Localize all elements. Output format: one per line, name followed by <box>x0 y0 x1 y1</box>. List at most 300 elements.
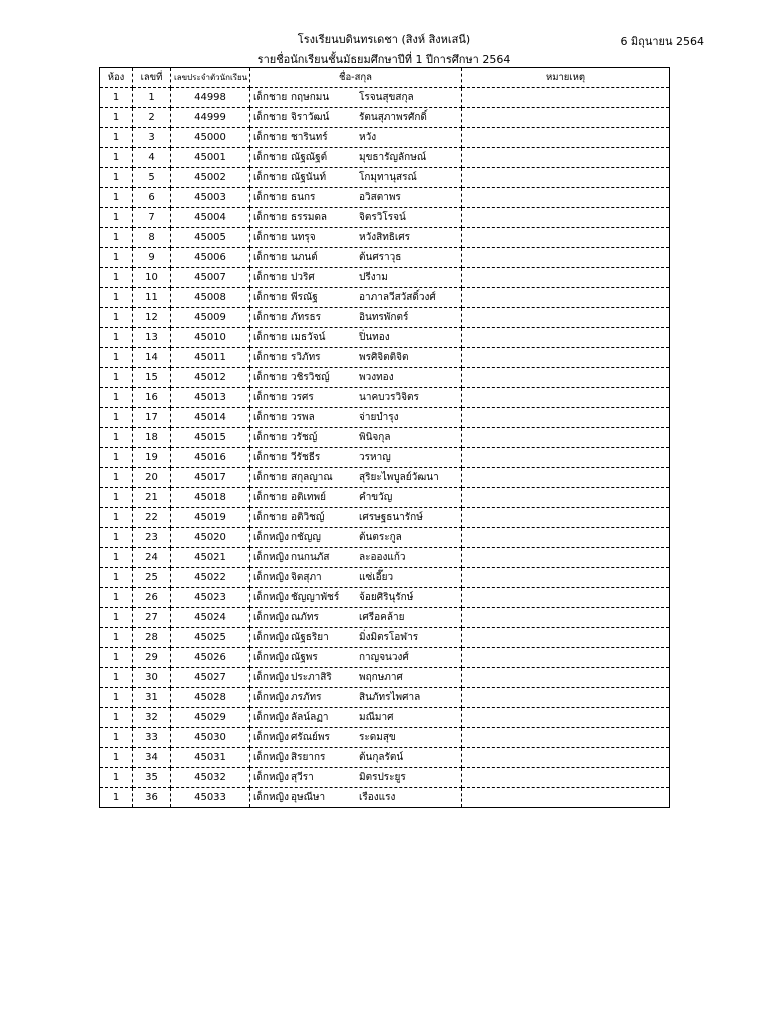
remarks-cell <box>462 548 670 568</box>
room-cell: 1 <box>100 548 133 568</box>
last-name: เศรีอคล้าย <box>359 612 405 623</box>
room-cell: 1 <box>100 408 133 428</box>
table-row <box>100 328 670 348</box>
room-cell: 1 <box>100 388 133 408</box>
name-prefix: เด็กชาย <box>253 252 288 263</box>
name-cell <box>250 88 462 108</box>
table-row <box>100 648 670 668</box>
last-name: ปรีงาม <box>359 272 388 283</box>
name-cell <box>250 408 462 428</box>
student-id-cell: 45005 <box>171 228 250 248</box>
first-name: วชิรวิชญ์ <box>291 372 330 383</box>
name-cell <box>250 128 462 148</box>
last-name: พวงทอง <box>359 372 394 383</box>
number-cell: 13 <box>133 328 171 348</box>
remarks-cell <box>462 728 670 748</box>
name-prefix: เด็กชาย <box>253 412 288 423</box>
last-name: มุขธารัญลักษณ์ <box>359 152 427 163</box>
number-cell: 23 <box>133 528 171 548</box>
room-cell: 1 <box>100 148 133 168</box>
room-cell: 1 <box>100 88 133 108</box>
name-prefix: เด็กหญิง <box>253 712 289 723</box>
room-cell: 1 <box>100 528 133 548</box>
number-cell: 27 <box>133 608 171 628</box>
room-cell: 1 <box>100 268 133 288</box>
name-prefix: เด็กชาย <box>253 272 288 283</box>
remarks-cell <box>462 508 670 528</box>
last-name: อินทรพักตร์ <box>359 312 409 323</box>
number-cell: 31 <box>133 688 171 708</box>
table-row <box>100 768 670 788</box>
remarks-cell <box>462 568 670 588</box>
last-name: โรจนสุขสกุล <box>359 92 414 103</box>
name-prefix: เด็กชาย <box>253 492 288 503</box>
name-prefix: เด็กชาย <box>253 232 288 243</box>
room-cell: 1 <box>100 568 133 588</box>
room-cell: 1 <box>100 608 133 628</box>
room-cell: 1 <box>100 628 133 648</box>
first-name: เมธวัจน์ <box>291 332 326 343</box>
table-row <box>100 448 670 468</box>
number-cell: 15 <box>133 368 171 388</box>
first-name: นภนต์ <box>291 252 318 263</box>
first-name: ลัลน์ลฏา <box>291 712 329 723</box>
room-cell: 1 <box>100 708 133 728</box>
first-name: วรศร <box>291 392 314 403</box>
name-cell <box>250 788 462 808</box>
name-prefix: เด็กหญิง <box>253 792 289 803</box>
name-cell <box>250 448 462 468</box>
table-row <box>100 528 670 548</box>
first-name: ณัฐพร <box>291 652 318 663</box>
column-header-student-id: เลขประจำตัวนักเรียน <box>171 68 250 88</box>
student-id-cell: 45004 <box>171 208 250 228</box>
last-name: มณีมาศ <box>359 712 394 723</box>
student-id-cell: 45021 <box>171 548 250 568</box>
student-id-cell: 45000 <box>171 128 250 148</box>
name-prefix: เด็กชาย <box>253 192 288 203</box>
number-cell: 30 <box>133 668 171 688</box>
last-name: หวัง <box>359 132 377 143</box>
name-cell <box>250 548 462 568</box>
room-cell: 1 <box>100 748 133 768</box>
number-cell: 2 <box>133 108 171 128</box>
student-id-cell: 45010 <box>171 328 250 348</box>
room-cell: 1 <box>100 788 133 808</box>
name-cell <box>250 348 462 368</box>
name-cell <box>250 568 462 588</box>
student-id-cell: 45002 <box>171 168 250 188</box>
remarks-cell <box>462 428 670 448</box>
last-name: พฤกษภาศ <box>359 672 403 683</box>
room-cell: 1 <box>100 468 133 488</box>
name-cell <box>250 748 462 768</box>
number-cell: 19 <box>133 448 171 468</box>
remarks-cell <box>462 408 670 428</box>
student-id-cell: 45011 <box>171 348 250 368</box>
first-name: วรัชญ์ <box>291 432 318 443</box>
remarks-cell <box>462 188 670 208</box>
first-name: ณัฐนันท์ <box>291 172 327 183</box>
list-subtitle: รายชื่อนักเรียนชั้นมัธยมศึกษาปีที่ 1 ปีการศึกษา 2564 <box>257 53 511 66</box>
number-cell: 34 <box>133 748 171 768</box>
last-name: วรหาญ <box>359 452 391 463</box>
name-prefix: เด็กชาย <box>253 172 288 183</box>
remarks-cell <box>462 88 670 108</box>
name-cell <box>250 328 462 348</box>
table-row <box>100 188 670 208</box>
table-row <box>100 368 670 388</box>
number-cell: 10 <box>133 268 171 288</box>
room-cell: 1 <box>100 208 133 228</box>
room-cell: 1 <box>100 128 133 148</box>
student-id-cell: 45020 <box>171 528 250 548</box>
first-name: ธรรมดล <box>291 212 328 223</box>
last-name: โกมุทานุสรณ์ <box>359 172 417 183</box>
document-date: 6 มิถุนายน 2564 <box>620 35 704 48</box>
student-id-cell: 45018 <box>171 488 250 508</box>
last-name: แซ่เอี๊ยว <box>359 572 394 583</box>
table-row <box>100 288 670 308</box>
first-name: สุวีรา <box>291 772 314 783</box>
number-cell: 8 <box>133 228 171 248</box>
last-name: รัตนสุภาพรศักดิ์ <box>359 112 427 123</box>
room-cell: 1 <box>100 648 133 668</box>
first-name: ชัญญาพัชร์ <box>291 592 340 603</box>
student-id-cell: 45023 <box>171 588 250 608</box>
remarks-cell <box>462 488 670 508</box>
table-row <box>100 728 670 748</box>
number-cell: 6 <box>133 188 171 208</box>
student-id-cell: 45014 <box>171 408 250 428</box>
remarks-cell <box>462 228 670 248</box>
student-id-cell: 45025 <box>171 628 250 648</box>
room-cell: 1 <box>100 728 133 748</box>
last-name: หวังสิทธิเศร <box>359 232 411 243</box>
number-cell: 4 <box>133 148 171 168</box>
number-cell: 17 <box>133 408 171 428</box>
name-prefix: เด็กชาย <box>253 332 288 343</box>
room-cell: 1 <box>100 688 133 708</box>
table-row <box>100 588 670 608</box>
room-cell: 1 <box>100 108 133 128</box>
student-roster-table <box>99 67 670 808</box>
student-id-cell: 45007 <box>171 268 250 288</box>
last-name: กาญจนวงศ์ <box>359 652 409 663</box>
room-cell: 1 <box>100 668 133 688</box>
student-id-cell: 45013 <box>171 388 250 408</box>
last-name: อวิสตาพร <box>359 192 401 203</box>
last-name: สุริยะไพบูลย์วัฒนา <box>359 472 439 483</box>
name-cell <box>250 588 462 608</box>
name-prefix: เด็กหญิง <box>253 592 289 603</box>
table-row <box>100 708 670 728</box>
number-cell: 24 <box>133 548 171 568</box>
number-cell: 33 <box>133 728 171 748</box>
name-prefix: เด็กชาย <box>253 132 288 143</box>
first-name: รวิภัทร <box>291 352 321 363</box>
name-cell <box>250 248 462 268</box>
name-prefix: เด็กชาย <box>253 452 288 463</box>
first-name: จิราวัฒน์ <box>291 112 330 123</box>
number-cell: 21 <box>133 488 171 508</box>
last-name: ต้นตระกูล <box>359 532 402 543</box>
column-header-room: ห้อง <box>100 68 133 88</box>
name-cell <box>250 108 462 128</box>
first-name: กชัญญ <box>291 532 321 543</box>
remarks-cell <box>462 208 670 228</box>
table-row <box>100 408 670 428</box>
table-row <box>100 388 670 408</box>
name-cell <box>250 148 462 168</box>
table-row <box>100 348 670 368</box>
table-row <box>100 268 670 288</box>
name-cell <box>250 628 462 648</box>
table-row <box>100 748 670 768</box>
last-name: นาคบวรวิจิตร <box>359 392 419 403</box>
name-prefix: เด็กชาย <box>253 212 288 223</box>
name-prefix: เด็กหญิง <box>253 672 289 683</box>
school-title: โรงเรียนบดินทรเดชา (สิงห์ สิงหเสนี) <box>297 33 471 46</box>
last-name: ระดมสุข <box>359 732 396 743</box>
number-cell: 18 <box>133 428 171 448</box>
remarks-cell <box>462 748 670 768</box>
name-prefix: เด็กหญิง <box>253 552 289 563</box>
first-name: สกุลญาณ <box>291 472 333 483</box>
first-name: สิรยากร <box>291 752 326 763</box>
name-prefix: เด็กชาย <box>253 372 288 383</box>
remarks-cell <box>462 768 670 788</box>
remarks-cell <box>462 308 670 328</box>
name-cell <box>250 428 462 448</box>
name-prefix: เด็กชาย <box>253 92 288 103</box>
room-cell: 1 <box>100 768 133 788</box>
student-id-cell: 45032 <box>171 768 250 788</box>
table-row <box>100 308 670 328</box>
table-row <box>100 148 670 168</box>
first-name: ธนกร <box>291 192 316 203</box>
room-cell: 1 <box>100 508 133 528</box>
student-id-cell: 45003 <box>171 188 250 208</box>
name-cell <box>250 708 462 728</box>
last-name: เศรษฐธนารักษ์ <box>359 512 423 523</box>
last-name: พินิจกุล <box>359 432 391 443</box>
name-prefix: เด็กหญิง <box>253 632 289 643</box>
number-cell: 35 <box>133 768 171 788</box>
table-row <box>100 688 670 708</box>
name-prefix: เด็กหญิง <box>253 652 289 663</box>
remarks-cell <box>462 708 670 728</box>
name-cell <box>250 268 462 288</box>
student-id-cell: 45024 <box>171 608 250 628</box>
table-row <box>100 248 670 268</box>
name-prefix: เด็กชาย <box>253 512 288 523</box>
table-row <box>100 628 670 648</box>
room-cell: 1 <box>100 188 133 208</box>
remarks-cell <box>462 268 670 288</box>
table-row <box>100 208 670 228</box>
number-cell: 14 <box>133 348 171 368</box>
table-row <box>100 568 670 588</box>
name-prefix: เด็กชาย <box>253 292 288 303</box>
table-row <box>100 228 670 248</box>
last-name: ต้นศราวุธ <box>359 252 402 263</box>
number-cell: 9 <box>133 248 171 268</box>
first-name: จิตสุภา <box>291 572 322 583</box>
first-name: นทรุจ <box>291 232 316 243</box>
remarks-cell <box>462 348 670 368</box>
first-name: ศรัณย์พร <box>291 732 330 743</box>
number-cell: 1 <box>133 88 171 108</box>
last-name: จิตรวิโรจน์ <box>359 212 406 223</box>
student-id-cell: 45030 <box>171 728 250 748</box>
first-name: อติวิชญ์ <box>291 512 325 523</box>
table-row <box>100 788 670 808</box>
number-cell: 12 <box>133 308 171 328</box>
name-prefix: เด็กชาย <box>253 352 288 363</box>
room-cell: 1 <box>100 348 133 368</box>
room-cell: 1 <box>100 228 133 248</box>
remarks-cell <box>462 628 670 648</box>
remarks-cell <box>462 648 670 668</box>
table-row <box>100 108 670 128</box>
first-name: ภรภัทร <box>291 692 322 703</box>
first-name: อติเทพย์ <box>291 492 326 503</box>
name-cell <box>250 388 462 408</box>
name-cell <box>250 228 462 248</box>
column-header-remarks: หมายเหตุ <box>462 68 670 88</box>
name-prefix: เด็กหญิง <box>253 532 289 543</box>
name-prefix: เด็กชาย <box>253 312 288 323</box>
room-cell: 1 <box>100 328 133 348</box>
number-cell: 28 <box>133 628 171 648</box>
first-name: พีรณัฐ <box>291 292 318 303</box>
student-id-cell: 45016 <box>171 448 250 468</box>
number-cell: 7 <box>133 208 171 228</box>
name-prefix: เด็กชาย <box>253 392 288 403</box>
student-id-cell: 45001 <box>171 148 250 168</box>
student-id-cell: 45015 <box>171 428 250 448</box>
student-id-cell: 45028 <box>171 688 250 708</box>
room-cell: 1 <box>100 588 133 608</box>
number-cell: 3 <box>133 128 171 148</box>
room-cell: 1 <box>100 448 133 468</box>
remarks-cell <box>462 388 670 408</box>
first-name: ณัฐณัฐต์ <box>291 152 328 163</box>
name-cell <box>250 368 462 388</box>
first-name: ณัฐธริยา <box>291 632 329 643</box>
name-cell <box>250 488 462 508</box>
table-row <box>100 168 670 188</box>
name-prefix: เด็กชาย <box>253 472 288 483</box>
table-row <box>100 428 670 448</box>
name-cell <box>250 168 462 188</box>
name-cell <box>250 288 462 308</box>
first-name: ปวริศ <box>291 272 315 283</box>
last-name: คำขวัญ <box>359 492 393 503</box>
remarks-cell <box>462 128 670 148</box>
remarks-cell <box>462 608 670 628</box>
room-cell: 1 <box>100 308 133 328</box>
table-row <box>100 88 670 108</box>
name-cell <box>250 728 462 748</box>
first-name: ภัทรธร <box>291 312 322 323</box>
last-name: ละอองแก้ว <box>359 552 406 563</box>
name-cell <box>250 668 462 688</box>
student-id-cell: 45022 <box>171 568 250 588</box>
name-prefix: เด็กหญิง <box>253 772 289 783</box>
first-name: ประภาสิริ <box>291 672 332 683</box>
last-name: มิตรประยูร <box>359 772 406 783</box>
remarks-cell <box>462 448 670 468</box>
number-cell: 29 <box>133 648 171 668</box>
last-name: มิ่งมิตรโอฬาร <box>359 632 419 643</box>
name-cell <box>250 188 462 208</box>
table-header-row <box>100 68 670 88</box>
name-prefix: เด็กหญิง <box>253 612 289 623</box>
first-name: ชารินทร์ <box>291 132 328 143</box>
name-cell <box>250 508 462 528</box>
number-cell: 32 <box>133 708 171 728</box>
student-id-cell: 44999 <box>171 108 250 128</box>
student-id-cell: 45027 <box>171 668 250 688</box>
column-header-name: ชื่อ-สกุล <box>250 68 462 88</box>
name-prefix: เด็กหญิง <box>253 732 289 743</box>
student-id-cell: 45019 <box>171 508 250 528</box>
remarks-cell <box>462 248 670 268</box>
first-name: วรพล <box>291 412 315 423</box>
name-prefix: เด็กหญิง <box>253 572 289 583</box>
room-cell: 1 <box>100 168 133 188</box>
student-id-cell: 45017 <box>171 468 250 488</box>
last-name: ปิ่นทอง <box>359 332 390 343</box>
table-row <box>100 128 670 148</box>
name-cell <box>250 308 462 328</box>
student-id-cell: 45033 <box>171 788 250 808</box>
number-cell: 36 <box>133 788 171 808</box>
student-id-cell: 45029 <box>171 708 250 728</box>
remarks-cell <box>462 788 670 808</box>
student-id-cell: 45026 <box>171 648 250 668</box>
remarks-cell <box>462 668 670 688</box>
remarks-cell <box>462 168 670 188</box>
number-cell: 16 <box>133 388 171 408</box>
first-name: วีรัชธีร <box>291 452 321 463</box>
number-cell: 26 <box>133 588 171 608</box>
name-cell <box>250 688 462 708</box>
remarks-cell <box>462 588 670 608</box>
remarks-cell <box>462 688 670 708</box>
remarks-cell <box>462 468 670 488</box>
room-cell: 1 <box>100 428 133 448</box>
name-prefix: เด็กหญิง <box>253 692 289 703</box>
name-cell <box>250 528 462 548</box>
table-row <box>100 548 670 568</box>
last-name: อาภาลวีสวัสดิ์วงศ์ <box>359 292 436 303</box>
remarks-cell <box>462 288 670 308</box>
name-cell <box>250 648 462 668</box>
number-cell: 20 <box>133 468 171 488</box>
table-row <box>100 468 670 488</box>
first-name: กฤษกมน <box>291 92 330 103</box>
name-cell <box>250 768 462 788</box>
room-cell: 1 <box>100 248 133 268</box>
last-name: ต้นกุลรัตน์ <box>359 752 404 763</box>
number-cell: 5 <box>133 168 171 188</box>
student-id-cell: 45009 <box>171 308 250 328</box>
remarks-cell <box>462 528 670 548</box>
number-cell: 11 <box>133 288 171 308</box>
